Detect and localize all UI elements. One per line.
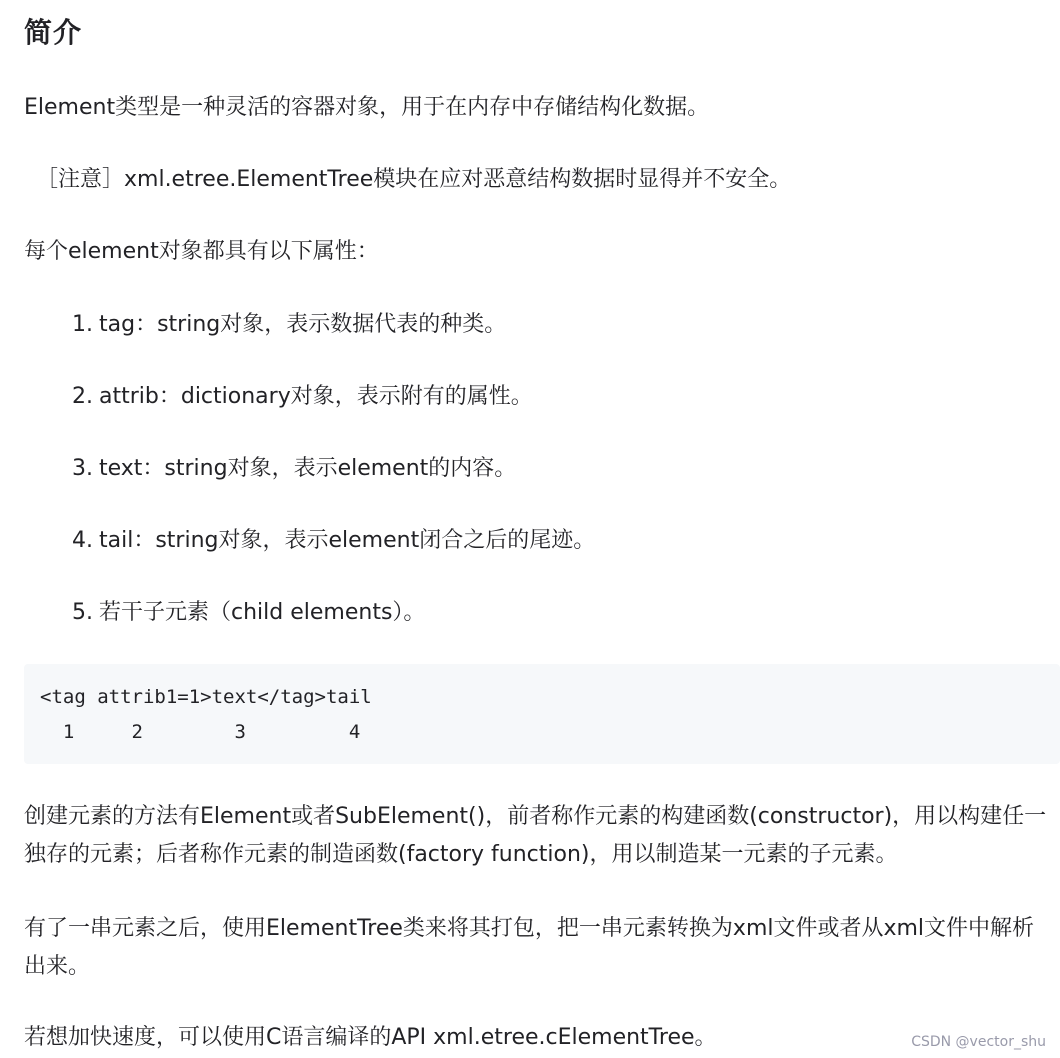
list-number: 2. (72, 384, 93, 409)
list-text: 若干子元素（child elements）。 (99, 600, 426, 625)
list-text: tail：string对象，表示element闭合之后的尾迹。 (99, 528, 596, 553)
intro-paragraph: Element类型是一种灵活的容器对象，用于在内存中存储结构化数据。 (24, 95, 710, 120)
create-elements-paragraph: 创建元素的方法有Element或者SubElement()，前者称作元素的构建函数(constructor)，用以构建任一独存的元素；后者称作元素的制造函数(factory function)，用以制造某一元素的子元素。 (24, 804, 1047, 867)
article-body (24, 0, 1060, 1058)
element-tree-paragraph: 有了一串元素之后，使用ElementTree类来将其打包，把一串元素转换为xml文件或者从xml文件中解析出来。 (24, 916, 1035, 979)
list-number: 4. (72, 528, 93, 553)
speed-paragraph: 若想加快速度，可以使用C语言编译的API xml.etree.cElementTree。 (24, 1025, 717, 1050)
attributes-list (72, 306, 595, 666)
list-text: attrib：dictionary对象，表示附有的属性。 (99, 384, 533, 409)
code-block[interactable] (24, 664, 1060, 764)
section-heading: 简介 (24, 16, 83, 49)
code-line-1: <tag attrib1=1>text</tag>tail (40, 686, 372, 708)
list-number: 1. (72, 312, 93, 337)
code-line-2: 1 2 3 4 (40, 721, 361, 743)
list-number: 5. (72, 600, 93, 625)
note-paragraph: ［注意］xml.etree.ElementTree模块在应对恶意结构数据时显得并不安全。 (36, 167, 792, 192)
csdn-watermark: CSDN @vector_shu (911, 1034, 1046, 1050)
list-item (72, 450, 595, 522)
list-number: 3. (72, 456, 93, 481)
list-item (72, 306, 595, 378)
list-item (72, 378, 595, 450)
list-text: tag：string对象，表示数据代表的种类。 (99, 312, 507, 337)
list-text: text：string对象，表示element的内容。 (99, 456, 517, 481)
attributes-intro: 每个element对象都具有以下属性： (24, 239, 379, 264)
list-item (72, 594, 595, 666)
list-item (72, 522, 595, 594)
